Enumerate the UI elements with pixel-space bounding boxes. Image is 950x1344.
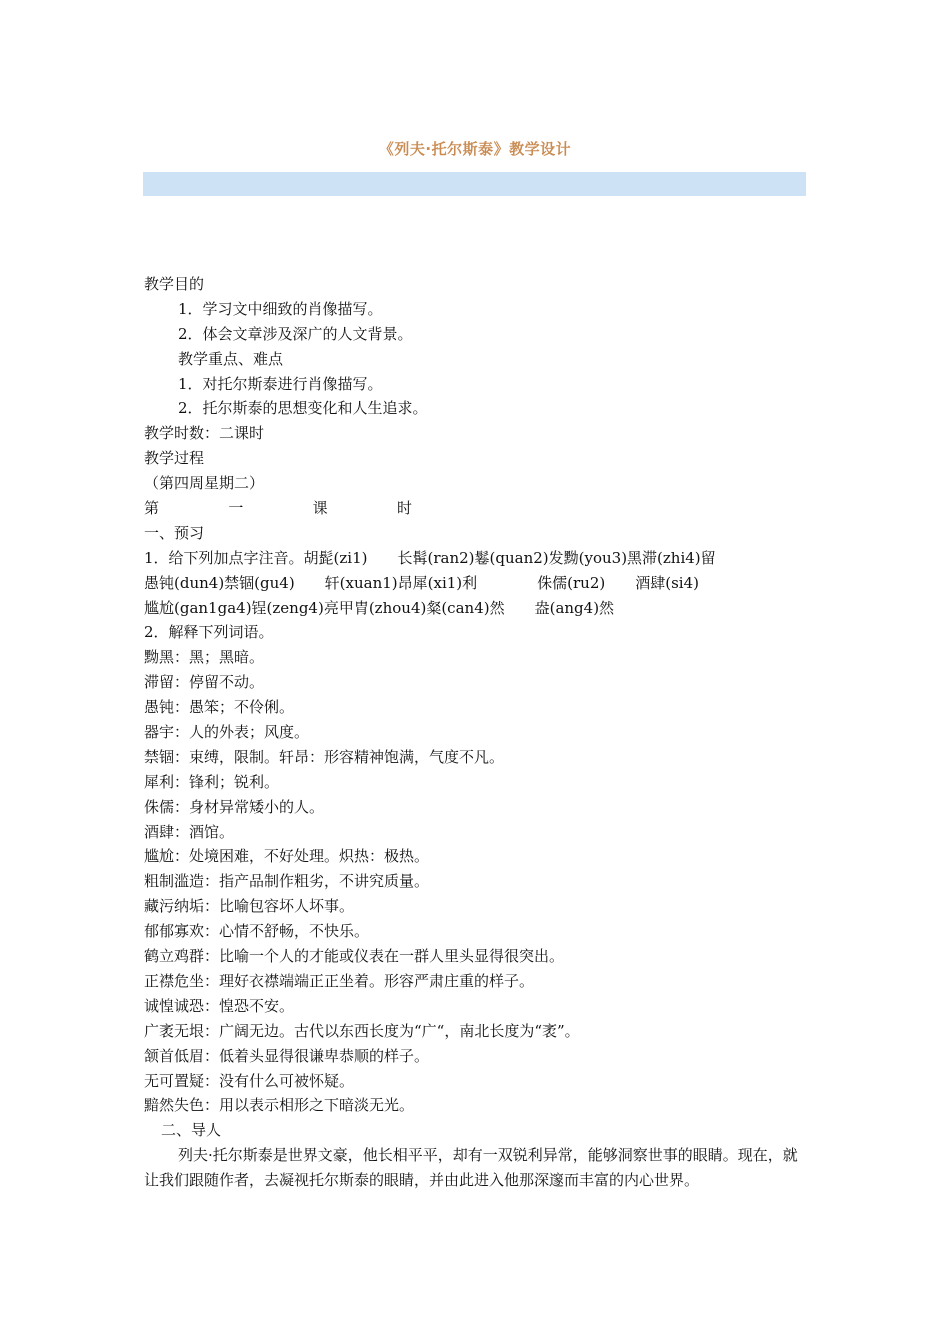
vocab-item: 广袤无垠：广阔无边。古代以东西长度为“广“，南北长度为“袤”。 xyxy=(144,1021,580,1040)
document-body xyxy=(144,272,806,1193)
lesson-word: 第 xyxy=(144,499,160,518)
vocab-item: 滞留：停留不动。 xyxy=(144,673,265,692)
heading-key-points: 教学重点、难点 xyxy=(178,349,284,368)
lesson-word: 课 xyxy=(312,499,328,518)
vocab-item: 黝黑：黑；黑暗。 xyxy=(144,648,265,667)
vocab-item: 诚惶诚恐：惶恐不安。 xyxy=(144,996,295,1015)
vocab-item: 黯然失色：用以表示相形之下暗淡无光。 xyxy=(144,1096,415,1115)
vocab-item: 酒肆：酒馆。 xyxy=(144,822,235,841)
vocab-heading: 2．解释下列词语。 xyxy=(144,623,274,642)
vocab-item: 鹤立鸡群：比喻一个人的才能或仪表在一群人里头显得很突出。 xyxy=(144,947,565,966)
vocab-item: 正襟危坐：理好衣襟端端正正坐着。形容严肃庄重的样子。 xyxy=(144,971,535,990)
vocab-item: 颔首低眉：低着头显得很谦卑恭顺的样子。 xyxy=(144,1046,430,1065)
vocab-item: 犀利：锋利；锐利。 xyxy=(144,772,280,791)
title-banner-bar xyxy=(143,172,806,196)
pinyin-line-2: 愚钝(dun4)禁锢(gu4) 轩(xuan1)昂犀(xi1)利 侏儒(ru2) 酒肆(si4) xyxy=(144,573,699,592)
document-title: 《列夫·托尔斯泰》教学设计 xyxy=(378,140,572,158)
lesson-word: 一 xyxy=(228,499,244,518)
vocab-item: 藏污纳垢：比喻包容坏人坏事。 xyxy=(144,897,355,916)
vocab-item: 器宇：人的外表；风度。 xyxy=(144,723,310,742)
intro-paragraph: 列夫·托尔斯泰是世界文豪，他长相平平，却有一双锐利异常，能够洞察世事的眼睛。现在，就让我们跟随作者，去凝视托尔斯泰的眼睛，并由此进入他那深邃而丰富的内心世界。 xyxy=(144,1146,798,1190)
vocab-item: 粗制滥造：指产品制作粗劣，不讲究质量。 xyxy=(144,872,430,891)
vocab-item: 郁郁寡欢：心情不舒畅，不快乐。 xyxy=(144,922,370,941)
heading-introduction: 二、导人 xyxy=(161,1121,222,1140)
goal-item-2: 2．体会文章涉及深广的人文背景。 xyxy=(178,324,413,343)
key-point-2: 2．托尔斯泰的思想变化和人生追求。 xyxy=(178,399,428,418)
heading-preview: 一、预习 xyxy=(144,523,205,542)
vocab-item: 侏儒：身材异常矮小的人。 xyxy=(144,797,325,816)
heading-teaching-process: 教学过程 xyxy=(144,449,205,468)
goal-item-1: 1．学习文中细致的肖像描写。 xyxy=(178,299,383,318)
pinyin-line-3: 尴尬(gan1ga4)锃(zeng4)亮甲胄(zhou4)粲(can4)然 盎(ang4)然 xyxy=(144,598,615,617)
key-point-1: 1．对托尔斯泰进行肖像描写。 xyxy=(178,374,383,393)
heading-teaching-goals: 教学目的 xyxy=(144,275,205,293)
vocab-item: 禁锢：束缚，限制。轩昂：形容精神饱满，气度不凡。 xyxy=(144,747,505,766)
teaching-hours: 教学时数：二课时 xyxy=(144,424,265,443)
week-note: （第四周星期二） xyxy=(144,474,265,493)
lesson-one-heading xyxy=(144,496,412,521)
vocab-item: 愚钝：愚笨；不伶俐。 xyxy=(144,698,295,717)
lesson-word: 时 xyxy=(396,499,412,518)
pinyin-line-1: 1．给下列加点字注音。胡髭(zi1) 长髯(ran2)鬈(quan2)发黝(you3)黑滞(zhi4)留 xyxy=(144,548,716,567)
vocab-item: 尴尬：处境困难，不好处理。炽热：极热。 xyxy=(144,847,430,866)
vocab-item: 无可置疑：没有什么可被怀疑。 xyxy=(144,1071,355,1090)
